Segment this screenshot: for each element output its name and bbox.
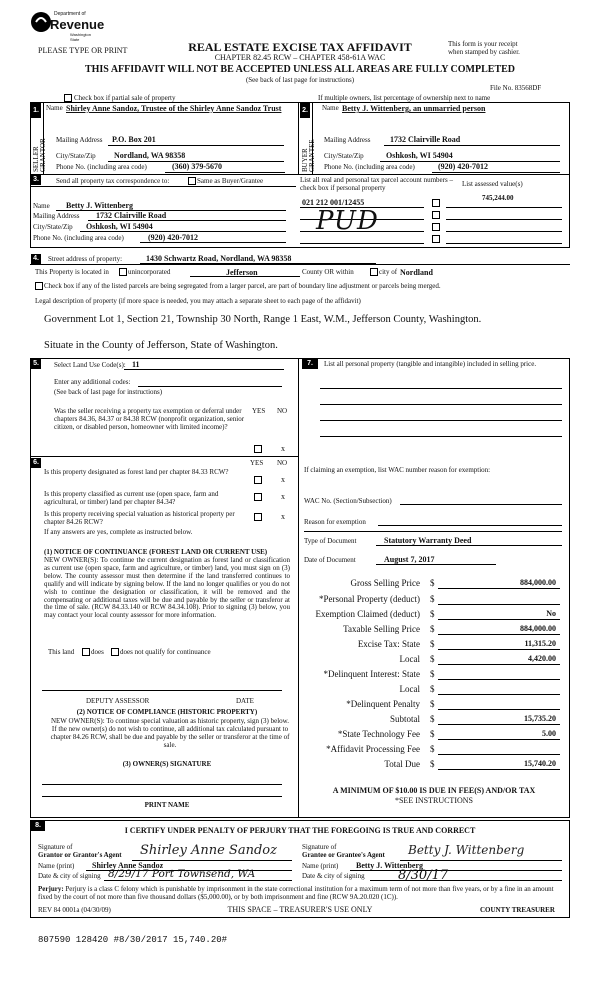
city-name: Nordland [400, 268, 433, 277]
sec6-yes-header: YES [250, 459, 264, 467]
personal-property-checkbox-2[interactable] [432, 211, 440, 219]
mail-address: 1732 Clairville Road [96, 211, 167, 220]
partial-sale-label: Check box if partial sale of property [74, 94, 176, 102]
buyer-name-label: Name [322, 104, 339, 112]
notice2-text: NEW OWNER(S): To continue special valuation as historic property, sign (3) below. If the new owner(s) do not wish to continue, all additional tax calculated pursuant to chapter 84.26 RCW, shall be due and payable by the seller or transferor at the time of sale. [50, 717, 290, 749]
excise-tax-local-value: 4,420.00 [528, 654, 556, 663]
grantor-date-label: Date & city of signing [38, 872, 101, 880]
excise-tax-local-dollar: $ [430, 654, 435, 664]
mail-city-label: City/State/Zip [33, 223, 73, 231]
unincorporated-label: unincorporated [128, 268, 171, 276]
perjury-text: Perjury is a class C felony which is punishable by imprisonment in the state correctional institution for a maximum term of not more than five years, or by a fine in an amount fixed by the court of not more than five thousand dollars ($5,000.00), or by both imprisonment and fine (RCW 9A.20.020 (1C)). [38, 885, 554, 901]
grantee-name: Betty J. Wittenberg [356, 861, 424, 870]
subtotal-value: 15,735.20 [524, 714, 556, 723]
assessed-label: List assessed value(s) [462, 180, 523, 188]
exemption-claimed-dollar: $ [430, 609, 435, 619]
seller-phone-label: Phone No. (including area code) [56, 163, 147, 171]
warning-text: THIS AFFIDAVIT WILL NOT BE ACCEPTED UNLESS ALL AREAS ARE FULLY COMPLETED [84, 64, 516, 75]
segregated-checkbox[interactable] [35, 282, 43, 290]
wac-number-label: WAC No. (Section/Subsection) [304, 497, 392, 505]
wac-exemption-label: If claiming an exemption, list WAC number reason for exemption: [304, 466, 491, 474]
receipt-note-1: This form is your receipt [448, 40, 518, 48]
total-due-dollar: $ [430, 759, 435, 769]
subtotal-dollar: $ [430, 714, 435, 724]
affidavit-processing-fee-dollar: $ [430, 744, 435, 754]
forest-land-yes-checkbox[interactable] [254, 476, 262, 484]
section6-number: 6. [31, 458, 41, 468]
grantor-signature: Shirley Anne Sandoz [140, 843, 277, 858]
mail-phone-label: Phone No. (including area code) [33, 234, 124, 242]
buyer-section-number: 2. [300, 103, 310, 118]
dor-logo-icon [30, 11, 52, 33]
buyer-mailing-label: Mailing Address [324, 136, 371, 144]
see-back-note: (See back of last page for instructions) [245, 76, 355, 84]
land-use-see-back: (See back of last page for instructions) [54, 388, 163, 396]
sec5-no-header: NO [277, 407, 288, 415]
revision-number: REV 84 0001a (04/30/09) [38, 906, 111, 914]
seller-mailing: P.O. Box 201 [112, 135, 156, 144]
grantee-sig-label-2: Grantee or Grantee's Agent [302, 851, 385, 859]
doc-date-label: Date of Document [304, 556, 356, 564]
buyer-side-label: BUYER GRANTEE [301, 139, 316, 172]
county-name: Jefferson [226, 268, 258, 277]
grantor-date-city: 8/29/17 Port Townsend, WA [108, 868, 256, 880]
legal-description-line-1: Government Lot 1, Section 21, Township 30 North, Range 1 East, W.M., Jefferson County, Washington. [44, 314, 482, 325]
grantor-sig-label-2: Grantor or Grantor's Agent [38, 851, 122, 859]
legal-description-label: Legal description of property (if more space is needed, you may attach a separate sheet to each page of the affidavit) [35, 297, 361, 305]
land-use-label: Select Land Use Code(s): [54, 361, 126, 369]
city-of-label: city of [379, 268, 398, 276]
state-technology-fee-value: 5.00 [542, 729, 556, 738]
mail-name: Betty J. Wittenberg [66, 201, 134, 210]
handwritten-stamp: PUD [316, 206, 379, 236]
unincorporated-checkbox[interactable] [119, 268, 127, 276]
current-use-question: Is this property classified as current use (open space, farm and agricultural, or timber) land per chapter 84.34? [44, 490, 219, 506]
seller-name-label: Name [46, 104, 63, 112]
personal-property-deduct-dollar: $ [430, 594, 435, 604]
grantor-name: Shirley Anne Sandoz [92, 861, 164, 870]
does-label: does [91, 648, 104, 656]
grantor-sig-label-1: Signature of [38, 843, 73, 851]
city-checkbox[interactable] [370, 268, 378, 276]
segregated-note: Check box if any of the listed parcels are being segregated from a larger parcel, are part of boundary line adjustment or parcels being merged. [44, 282, 441, 290]
if-yes-note: If any answers are yes, complete as instructed below. [44, 528, 193, 536]
doc-type-label: Type of Document [304, 537, 357, 545]
exemption-claimed-label: Exemption Claimed (deduct) [315, 609, 420, 619]
total-due-value: 15,740.20 [524, 759, 556, 768]
minimum-fee-note: A MINIMUM OF $10.00 IS DUE IN FEE(S) AND/OR TAX [332, 786, 536, 795]
parcel-list-label: List all real and personal tax parcel account numbers – check box if personal property [300, 176, 453, 192]
notice2-title: (2) NOTICE OF COMPLIANCE (HISTORIC PROPERTY) [76, 708, 258, 716]
taxable-selling-price-dollar: $ [430, 624, 435, 634]
same-as-buyer-checkbox[interactable] [188, 177, 196, 185]
personal-property-checkbox-4[interactable] [432, 235, 440, 243]
buyer-city-label: City/State/Zip [324, 152, 364, 160]
please-type: PLEASE TYPE OR PRINT [38, 46, 128, 55]
seller-mailing-label: Mailing Address [56, 136, 103, 144]
deputy-assessor-label: DEPUTY ASSESSOR [86, 697, 150, 705]
this-land-label: This land [48, 648, 75, 656]
grantee-date-label: Date & city of signing [302, 872, 365, 880]
seller-name: Shirley Anne Sandoz, Trustee of the Shirley Anne Sandoz Trust [66, 104, 282, 113]
assessed-value: 745,244.00 [482, 194, 514, 202]
county-treasurer-label: COUNTY TREASURER [480, 906, 555, 914]
see-instructions-note: *SEE INSTRUCTIONS [394, 796, 473, 805]
subtotal-label: Subtotal [389, 714, 420, 724]
perjury-label: Perjury: [38, 885, 64, 893]
excise-tax-local-label: Local [399, 654, 420, 664]
state-technology-fee-dollar: $ [430, 729, 435, 739]
same-as-buyer-label: Same as Buyer/Grantee [197, 177, 264, 185]
print-name-label: PRINT NAME [144, 801, 190, 809]
taxable-selling-price-value: 884,000.00 [520, 624, 556, 633]
street-address-label: Street address of property: [48, 255, 123, 263]
treasurer-use-only: THIS SPACE – TREASURER'S USE ONLY [227, 905, 373, 914]
gross-selling-price-value: 884,000.00 [520, 578, 556, 587]
exemption-claimed-value: No [546, 609, 556, 618]
exemption-question: Was the seller receiving a property tax exemption or deferral under chapters 84.36, 84.37 or 84.38 RCW (nonprofit organization, senior citizen, or disabled person, homeowner with limited income)? [54, 407, 245, 431]
county-or-within-label: County OR within [302, 268, 354, 276]
section3-number: 3. [31, 175, 41, 185]
mail-phone: (920) 420-7012 [148, 233, 198, 242]
sec5-yes-checkbox[interactable] [254, 445, 262, 453]
total-due-label: Total Due [384, 759, 420, 769]
send-correspondence-label: Send all property tax correspondence to: [56, 177, 170, 185]
file-number: File No. 83568DF [490, 84, 542, 92]
legal-description-line-2: Situate in the County of Jefferson, State of Washington. [44, 340, 278, 351]
notice1-text: NEW OWNER(S): To continue the current designation as forest land or classification as current use (open space, farm and agriculture, or timber) land, you must sign on (3) below. The county assessor must then determine if the land transferred continues to qualify and will indicate by signing below. If the land no longer qualifies or you do not wish to continue the designation or classification, it will be removed and the compensating or additional taxes will be due and payable by the seller or transferor at the time of sale. (RCW 84.33.140 or RCW 84.34.108). Prior to signing (3) below, you may contact your local county assessor for more information. [44, 556, 290, 620]
mail-name-label: Name [33, 202, 50, 210]
doc-type: Statutory Warranty Deed [384, 536, 472, 545]
delinquent-penalty-dollar: $ [430, 699, 435, 709]
historic-answer: x [281, 512, 285, 521]
seller-city: Nordland, WA 98358 [114, 151, 186, 160]
buyer-phone: (920) 420-7012 [438, 162, 488, 171]
partial-sale-checkbox[interactable] [64, 94, 72, 102]
forest-land-answer: x [281, 475, 285, 484]
seller-side-label: SELLER GRANTOR [32, 138, 47, 172]
owner-signature-label: (3) OWNER(S) SIGNATURE [122, 760, 212, 768]
delinquent-interest-local-label: Local [399, 684, 420, 694]
section5-number: 5. [31, 359, 41, 369]
receipt-stamp-line: 807590 128420 #8/30/2017 15,740.20# [38, 935, 228, 945]
perjury-notice [38, 885, 564, 901]
does-qualify-checkbox[interactable] [82, 648, 90, 656]
section4-number: 4. [31, 254, 41, 264]
buyer-phone-label: Phone No. (including area code) [324, 163, 415, 171]
delinquent-penalty-label: *Delinquent Penalty [346, 699, 420, 709]
doc-date: August 7, 2017 [384, 555, 435, 564]
historic-question: Is this property receiving special valuation as historical property per chapter 84.26 RCW? [44, 510, 235, 526]
logo-state: Washington State [70, 32, 91, 42]
taxable-selling-price-label: Taxable Selling Price [343, 624, 420, 634]
grantee-date: 8/30/17 [398, 868, 449, 883]
seller-city-label: City/State/Zip [56, 152, 96, 160]
parcel-number: 021 212 001/12455 [302, 198, 365, 207]
assessor-date-label: DATE [236, 697, 254, 705]
sec5-no-answer: x [281, 444, 285, 453]
current-use-yes-checkbox[interactable] [254, 493, 262, 501]
grantee-sig-label-1: Signature of [302, 843, 337, 851]
delinquent-interest-state-label: *Delinquent Interest: State [323, 669, 420, 679]
street-address: 1430 Schwartz Road, Nordland, WA 98358 [146, 254, 292, 263]
buyer-name: Betty J. Wittenberg, an unmarried person [342, 104, 486, 113]
does-not-qualify-label: does not qualify for continuance [120, 648, 211, 656]
multiple-owners-note: If multiple owners, list percentage of ownership next to name [318, 94, 491, 102]
personal-property-checkbox-3[interactable] [432, 223, 440, 231]
section7-number: 7. [302, 359, 318, 369]
additional-codes-label: Enter any additional codes: [54, 378, 131, 386]
personal-property-label: List all personal property (tangible and intangible) included in selling price. [324, 360, 537, 368]
delinquent-interest-state-dollar: $ [430, 669, 435, 679]
grantor-name-label: Name (print) [38, 862, 75, 870]
section8-number: 8. [31, 821, 45, 831]
located-label: This Property is located in [35, 268, 109, 276]
excise-tax-state-label: Excise Tax: State [357, 639, 420, 649]
exemption-reason-label: Reason for exemption [304, 518, 366, 526]
personal-property-checkbox-1[interactable] [432, 199, 440, 207]
receipt-note-2: when stamped by cashier. [448, 48, 520, 56]
buyer-mailing: 1732 Clairville Road [390, 135, 461, 144]
sec6-no-header: NO [277, 459, 288, 467]
grantee-name-label: Name (print) [302, 862, 339, 870]
current-use-answer: x [281, 492, 285, 501]
state-technology-fee-label: *State Technology Fee [337, 729, 420, 739]
grantee-signature: Betty J. Wittenberg [408, 843, 525, 857]
seller-section-number: 1. [31, 103, 41, 118]
logo-name: Revenue [50, 17, 105, 32]
form-chapter: CHAPTER 82.45 RCW – CHAPTER 458-61A WAC [214, 53, 386, 62]
mail-city: Oshkosh, WI 54904 [86, 222, 153, 231]
certify-statement: I CERTIFY UNDER PENALTY OF PERJURY THAT THE FOREGOING IS TRUE AND CORRECT [124, 826, 476, 835]
sec5-yes-header: YES [252, 407, 266, 415]
forest-land-question: Is this property designated as forest land per chapter 84.33 RCW? [44, 468, 229, 476]
does-not-qualify-checkbox[interactable] [111, 648, 119, 656]
gross-selling-price-label: Gross Selling Price [350, 578, 420, 588]
excise-tax-state-dollar: $ [430, 639, 435, 649]
excise-tax-state-value: 11,315.20 [524, 639, 556, 648]
gross-selling-price-dollar: $ [430, 578, 435, 588]
land-use-code: 11 [132, 360, 140, 369]
mail-address-label: Mailing Address [33, 212, 80, 220]
affidavit-processing-fee-label: *Affidavit Processing Fee [326, 744, 420, 754]
historic-yes-checkbox[interactable] [254, 513, 262, 521]
seller-phone: (360) 379-5670 [172, 162, 222, 171]
logo-dept: Department of [54, 11, 86, 17]
dor-logo [30, 9, 105, 42]
delinquent-interest-local-dollar: $ [430, 684, 435, 694]
buyer-city: Oshkosh, WI 54904 [386, 151, 453, 160]
notice1-title: (1) NOTICE OF CONTINUANCE (FOREST LAND OR CURRENT USE) [44, 548, 268, 556]
form-title: REAL ESTATE EXCISE TAX AFFIDAVIT [188, 40, 412, 54]
personal-property-deduct-label: *Personal Property (deduct) [319, 594, 420, 604]
